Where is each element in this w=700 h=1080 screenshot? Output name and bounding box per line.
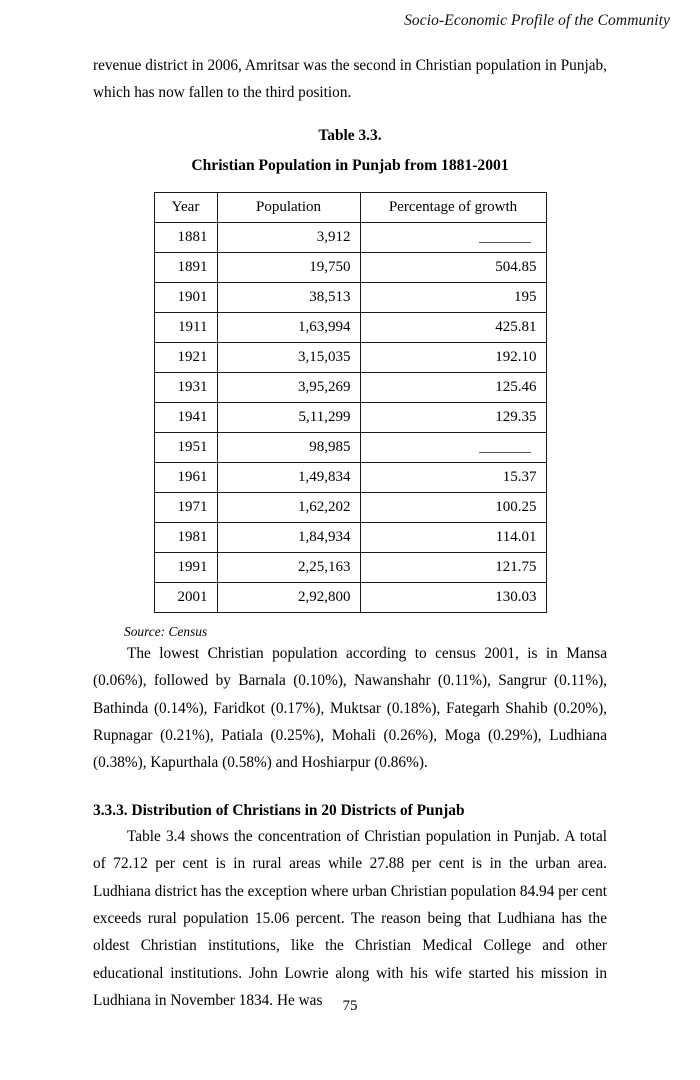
table-body xyxy=(154,222,546,612)
cell-population: 19,750 xyxy=(217,252,360,282)
section-heading-3-3-3: 3.3.3. Distribution of Christians in 20 Districts of Punjab xyxy=(93,801,465,819)
cell-population: 1,63,994 xyxy=(217,312,360,342)
empty-value-dash xyxy=(479,242,531,243)
empty-value-dash xyxy=(479,452,531,453)
cell-growth: 195 xyxy=(360,282,546,312)
cell-growth: 125.46 xyxy=(360,372,546,402)
cell-year: 1991 xyxy=(154,552,217,582)
table-row xyxy=(154,492,546,522)
table-row xyxy=(154,342,546,372)
cell-year: 1941 xyxy=(154,402,217,432)
running-head: Socio-Economic Profile of the Community xyxy=(404,12,670,29)
christian-population-table xyxy=(154,192,547,613)
cell-growth: 130.03 xyxy=(360,582,546,612)
table-row xyxy=(154,312,546,342)
table-row xyxy=(154,402,546,432)
cell-growth xyxy=(360,432,546,462)
table-caption-number: Table 3.3. xyxy=(318,126,382,144)
cell-year: 1981 xyxy=(154,522,217,552)
cell-population: 98,985 xyxy=(217,432,360,462)
cell-population: 2,92,800 xyxy=(217,582,360,612)
table-header-row xyxy=(154,192,546,222)
column-header-population: Population xyxy=(217,192,360,222)
cell-year: 1971 xyxy=(154,492,217,522)
cell-growth: 192.10 xyxy=(360,342,546,372)
cell-population: 3,912 xyxy=(217,222,360,252)
closing-paragraph: Table 3.4 shows the concentration of Christian population in Punjab. A total of 72.12 per cent is in rural areas while 27.88 per cent is in the urban area. Ludhiana district has the exception where urban Christian population 84.94 per cent exceeds rural population 15.06 percent. The reason being that Ludhiana has the oldest Christian institutions, like the Christian Medical College and other educational institutions. John Lowrie along with his wife started his mission in Ludhiana in November 1834. He was xyxy=(93,827,607,1010)
cell-year: 1951 xyxy=(154,432,217,462)
intro-paragraph: revenue district in 2006, Amritsar was the second in Christian population in Punjab, which has now fallen to the third position. xyxy=(93,57,607,102)
table-row xyxy=(154,222,546,252)
table-row xyxy=(154,372,546,402)
cell-year: 1961 xyxy=(154,462,217,492)
cell-growth xyxy=(360,222,546,252)
table-row xyxy=(154,582,546,612)
page-content xyxy=(93,52,607,1015)
cell-population: 1,49,834 xyxy=(217,462,360,492)
cell-population: 5,11,299 xyxy=(217,402,360,432)
cell-growth: 114.01 xyxy=(360,522,546,552)
cell-population: 38,513 xyxy=(217,282,360,312)
table-row xyxy=(154,252,546,282)
column-header-year: Year xyxy=(154,192,217,222)
cell-population: 1,62,202 xyxy=(217,492,360,522)
cell-population: 1,84,934 xyxy=(217,522,360,552)
cell-population: 3,95,269 xyxy=(217,372,360,402)
cell-growth: 425.81 xyxy=(360,312,546,342)
cell-year: 1911 xyxy=(154,312,217,342)
cell-population: 3,15,035 xyxy=(217,342,360,372)
districts-paragraph: The lowest Christian population according to census 2001, is in Mansa (0.06%), followed by Barnala (0.10%), Nawanshahr (0.11%), Sangrur (0.11%), Bathinda (0.14%), Faridkot (0.17%), Muktsar (0.18%), Fategarh Shahib (0.20%), Rupnagar (0.21%), Patiala (0.25%), Mohali (0.26%), Moga (0.29%), Ludhiana (0.38%), Kapurthala (0.58%) and Hoshiarpur (0.86%). xyxy=(93,644,607,772)
table-row xyxy=(154,462,546,492)
column-header-growth: Percentage of growth xyxy=(360,192,546,222)
cell-year: 1881 xyxy=(154,222,217,252)
cell-growth: 121.75 xyxy=(360,552,546,582)
cell-growth: 129.35 xyxy=(360,402,546,432)
cell-year: 1891 xyxy=(154,252,217,282)
table-row xyxy=(154,432,546,462)
table-caption-title: Christian Population in Punjab from 1881-2001 xyxy=(191,156,509,174)
cell-growth: 15.37 xyxy=(360,462,546,492)
cell-growth: 100.25 xyxy=(360,492,546,522)
table-source-note: Source: Census xyxy=(124,623,208,639)
cell-population: 2,25,163 xyxy=(217,552,360,582)
page-number: 75 xyxy=(342,998,358,1014)
cell-year: 1931 xyxy=(154,372,217,402)
table-row xyxy=(154,522,546,552)
table-row xyxy=(154,282,546,312)
cell-growth: 504.85 xyxy=(360,252,546,282)
cell-year: 2001 xyxy=(154,582,217,612)
cell-year: 1921 xyxy=(154,342,217,372)
cell-year: 1901 xyxy=(154,282,217,312)
table-row xyxy=(154,552,546,582)
table-container xyxy=(93,192,607,613)
